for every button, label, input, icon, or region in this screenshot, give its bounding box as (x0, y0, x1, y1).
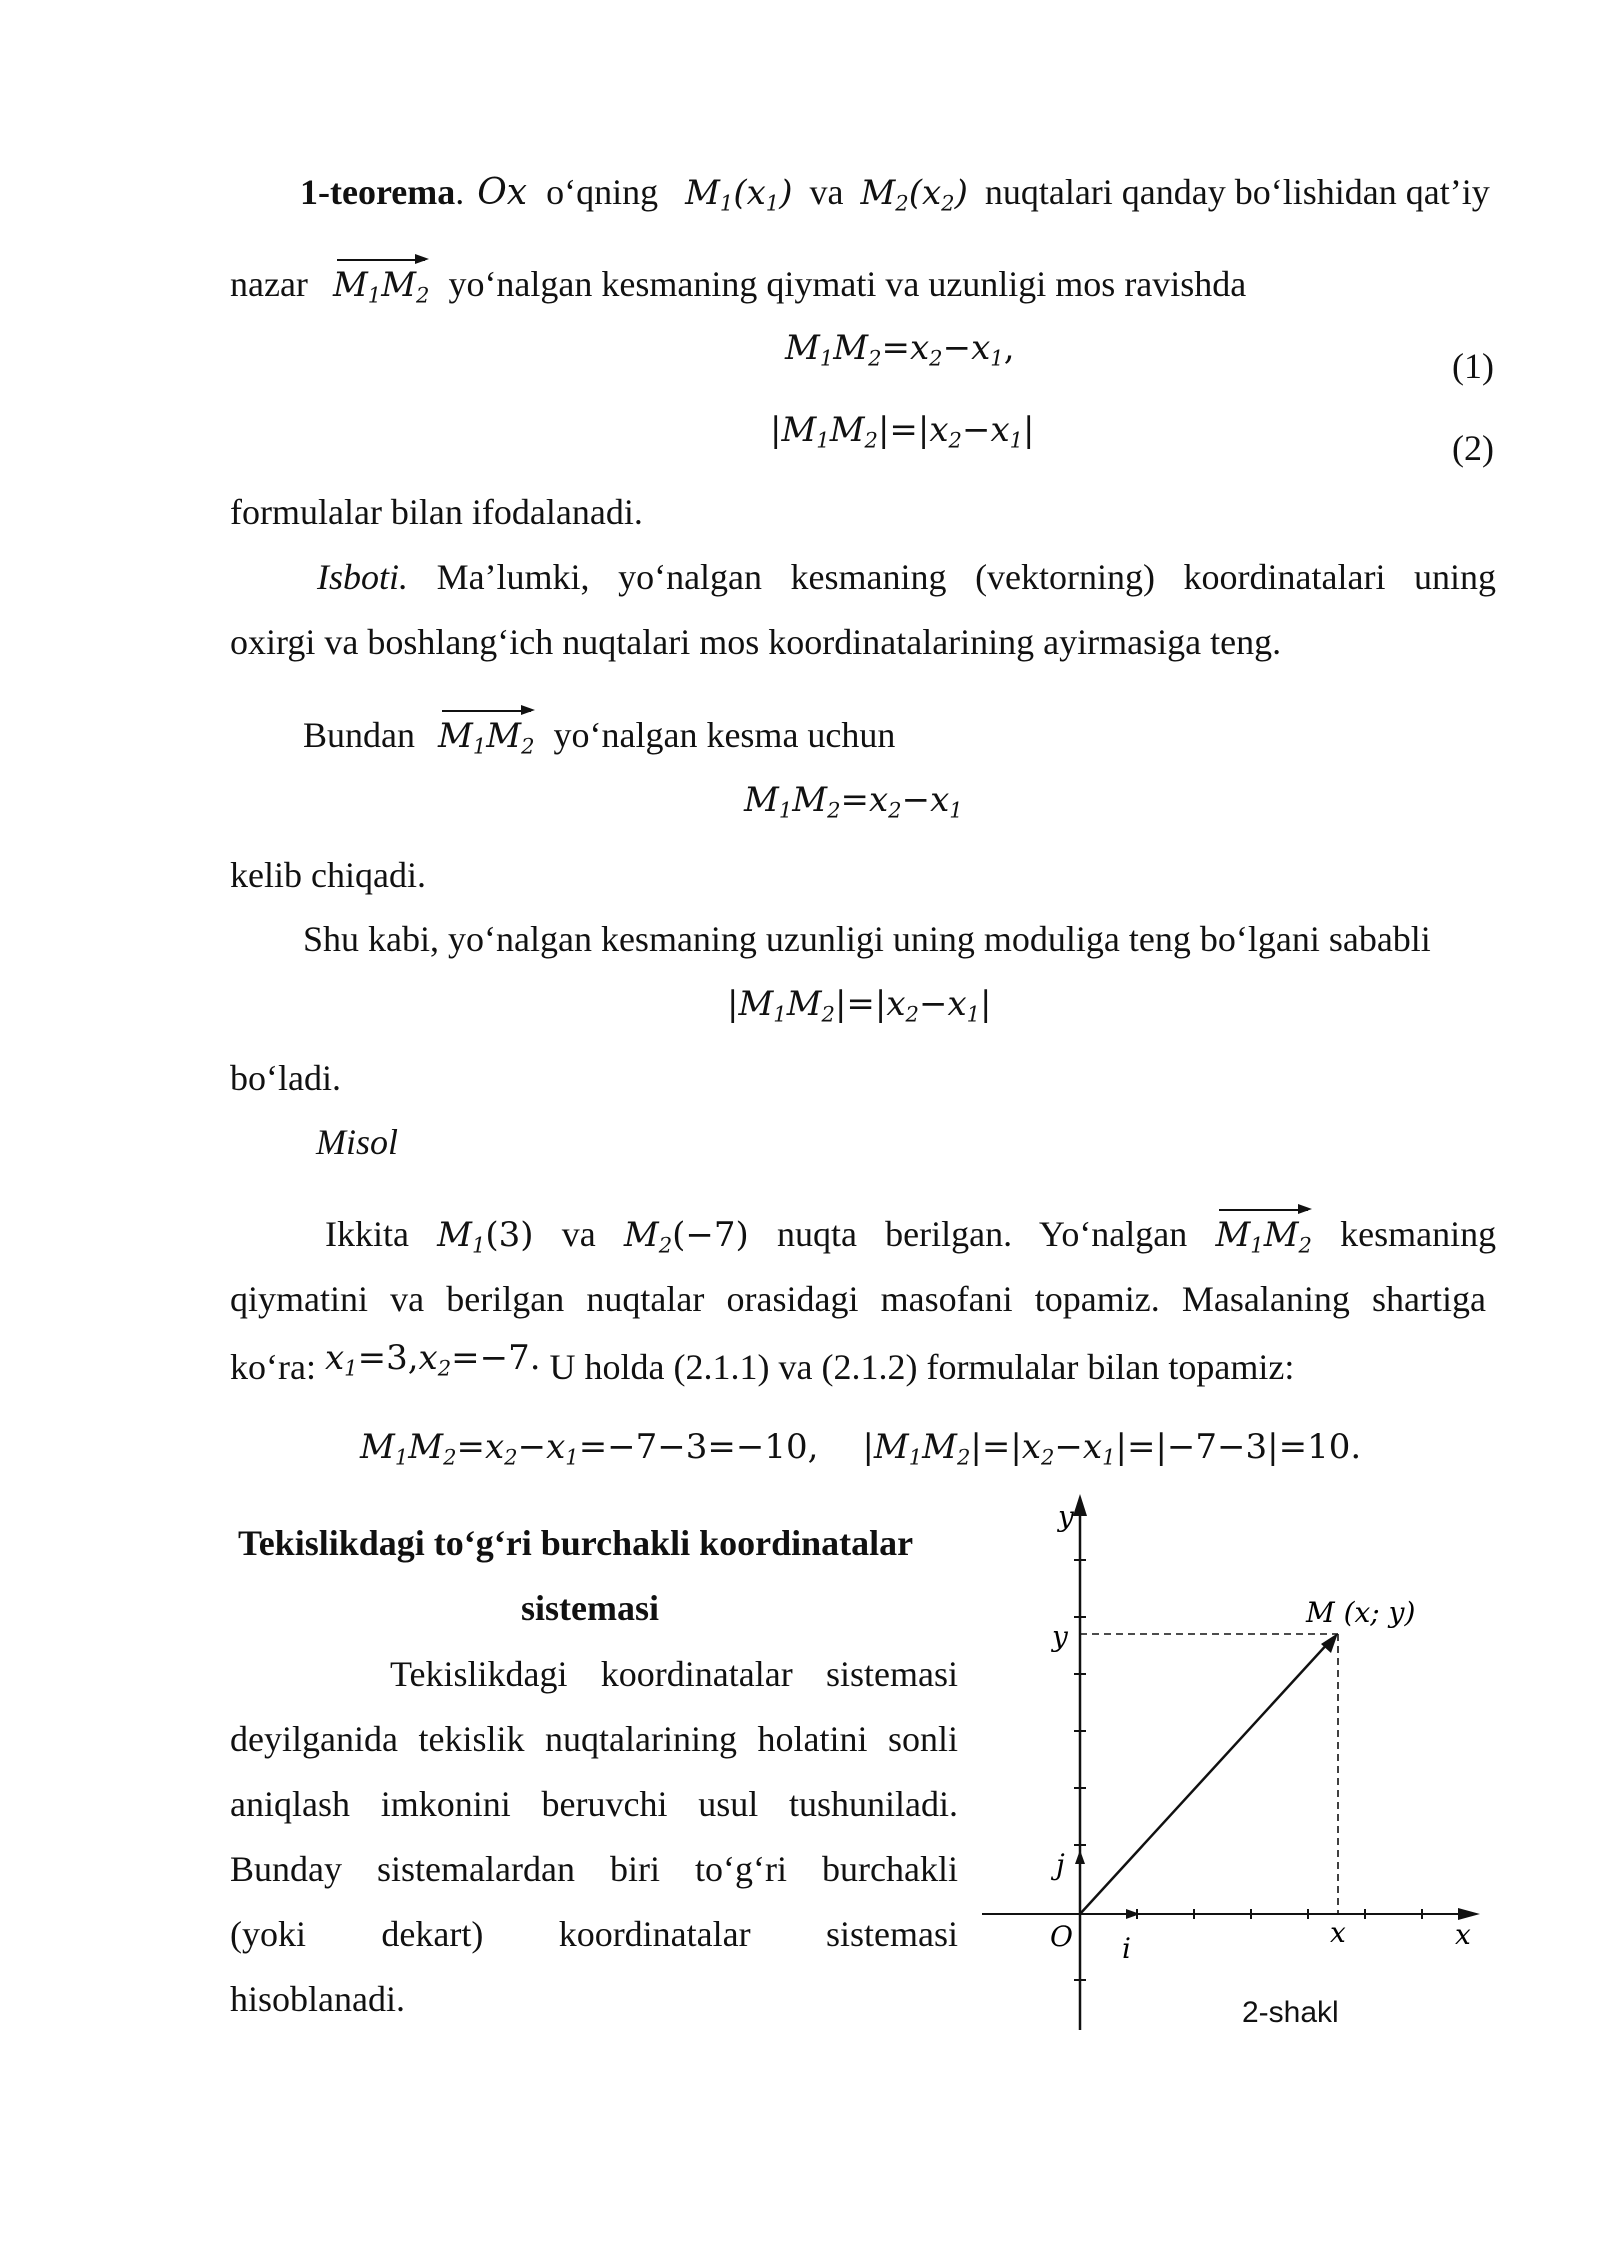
section-title-line-2: sistemasi (521, 1588, 659, 1628)
example-result-value: =−7−3=−10, (578, 1427, 819, 1467)
section-title-line-1: Tekislikdagi to‘g‘ri burchakli koordinatalar (238, 1523, 914, 1563)
formula-1-number: (1) (1452, 346, 1494, 386)
example-vector: $M_1M_2$ (1215, 1215, 1312, 1258)
example-point-m2: $M_2(-7)$ (623, 1215, 749, 1258)
proof-line-1 (317, 555, 1496, 599)
section-para-line-5: (yoki dekart) koordinatalar sistemasi (230, 1914, 958, 1954)
example-line-1 (325, 1212, 1496, 1257)
theorem-word: o‘qning (546, 172, 659, 212)
section-para-line-1: Tekislikdagi koordinatalar sistemasi (390, 1654, 958, 1694)
theorem-line-1: 1-teorema. Ox o‘qning $M_1(x_1)$ va $M_2(x_2)$ nuqtalari qanday bo‘lishidan qat’iy (300, 172, 1490, 216)
proof-shu: Shu kabi, yo‘nalgan kesmaning uzunligi uning moduliga teng bo‘lgani sababli (303, 919, 1431, 959)
proof-kelib: kelib chiqadi. (230, 855, 426, 895)
proof-label: Isboti. (317, 557, 409, 597)
theorem-rest-1: nuqtalari qanday bo‘lishidan qat’iy (984, 172, 1490, 212)
label-tick-y: y (1052, 1620, 1068, 1653)
y-axis-arrow (1073, 1494, 1087, 1516)
vector-om (1080, 1641, 1330, 1914)
label-axis-y: y (1058, 1500, 1074, 1533)
coordinate-figure (970, 1490, 1490, 2030)
proof-bundan-rest: yo‘nalgan kesma uchun (553, 715, 896, 755)
label-point-m: M (x; y) (1306, 1596, 1416, 1629)
section-para-line-3: aniqlash imkonini beruvchi usul tushuniladi. (230, 1784, 958, 1824)
theorem-rest-2: yo‘nalgan kesmaning qiymati va uzunligi mos ravishda (448, 264, 1247, 304)
word-va: va (809, 172, 844, 212)
section-para-line-2: deyilganida tekislik nuqtalarining holatini sonli (230, 1719, 958, 1759)
section-para-line-4: Bunday sistemalardan biri to‘g‘ri burchakli (230, 1849, 958, 1889)
formula-3: $M_1M_2=x_2-x_1$ (744, 780, 963, 823)
figure-caption: 2-shakl (1242, 1996, 1339, 2029)
example-result2-value: =|−7−3|=10. (1126, 1427, 1362, 1467)
label-unit-i: i (1122, 1932, 1131, 1965)
axis-ox: Ox (477, 172, 528, 213)
example-line-2: qiymatini va berilgan nuqtalar orasidagi masofani topamiz. Masalaning shartiga (230, 1279, 1486, 1319)
section-para-line-6: hisoblanadi. (230, 1979, 405, 2019)
formula-2: $|M_1M_2|=|x_2-x_1|$ (770, 410, 1035, 453)
label-tick-x: x (1330, 1916, 1346, 1949)
vector-m1m2-2: $M_1M_2$ (438, 716, 535, 759)
example-word-3: Yo‘nalgan (1038, 1214, 1188, 1254)
example-word-va: va (561, 1214, 596, 1254)
proof-text-1: Ma’lumki, yo‘nalgan kesmaning (vektorning) koordinatalari uning (436, 557, 1497, 597)
vector-om-arrowhead (1321, 1633, 1338, 1653)
proof-boladi: bo‘ladi. (230, 1058, 341, 1098)
label-axis-x: x (1455, 1918, 1471, 1951)
word-ikkita: Ikkita (325, 1214, 409, 1254)
theorem-label: 1-teorema (300, 172, 456, 212)
example-result: $M_1M_2=x_2-x_1=-7-3=-10$, $|M_1M_2|=|x_2-x_1|=|-7-3|=10$. (360, 1427, 1362, 1470)
word-nazar: nazar (230, 264, 308, 304)
vector-m1m2: $M_1M_2$ (332, 265, 430, 308)
example-word-4: kesmaning (1340, 1214, 1497, 1254)
word-bundan: Bundan (303, 715, 415, 755)
unit-vector-j-arrow (1075, 1850, 1085, 1864)
point-m2: $M_2(x_2)$ (860, 173, 968, 216)
formula-4: $|M_1M_2|=|x_2-x_1|$ (727, 984, 992, 1027)
example-line-3 (230, 1338, 1295, 1390)
theorem-line-2 (230, 262, 1246, 307)
example-values: $x_1=3,x_2=-7$. (324, 1338, 541, 1381)
formula-2-number: (2) (1452, 428, 1494, 468)
label-unit-j: j (1056, 1848, 1065, 1881)
example-point-m1: $M_1(3)$ (437, 1215, 534, 1258)
formula-1: $M_1M_2=x_2-x_1$, (785, 328, 1015, 371)
proof-line-2: oxirgi va boshlang‘ich nuqtalari mos koordinatalarining ayirmasiga teng. (230, 622, 1282, 662)
example-word-2: berilgan. (885, 1214, 1013, 1254)
word-kora: ko‘ra: (230, 1347, 316, 1387)
proof-bundan-line (303, 713, 895, 758)
label-origin: O (1050, 1920, 1073, 1953)
example-word-1: nuqta (776, 1214, 857, 1254)
example-label: Misol (316, 1122, 399, 1162)
point-m1: $M_1(x_1)$ (685, 173, 793, 216)
theorem-conclusion: formulalar bilan ifodalanadi. (230, 492, 643, 532)
example-line-3-rest: U holda (2.1.1) va (2.1.2) formulalar bilan topamiz: (549, 1347, 1295, 1387)
